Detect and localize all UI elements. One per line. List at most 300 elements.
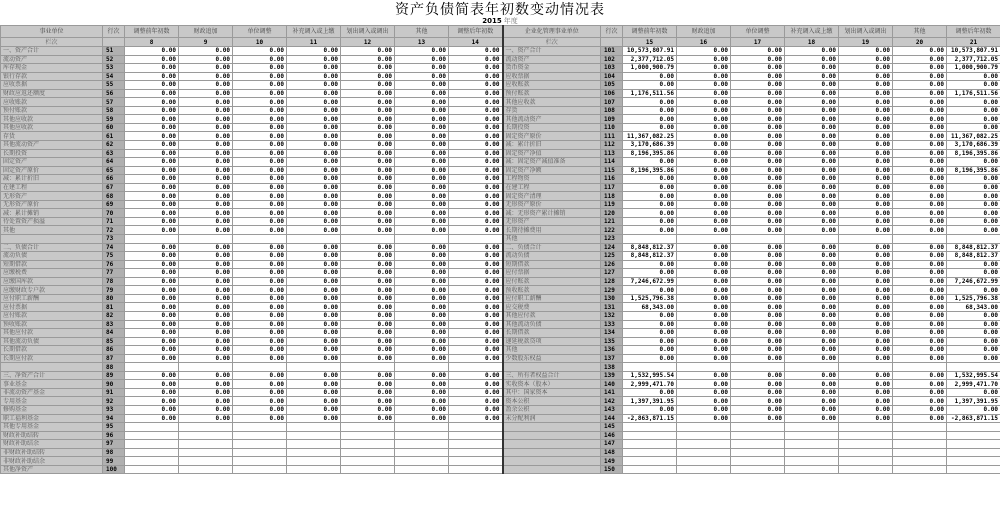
left-value-cell[interactable]: 0.00	[395, 405, 449, 414]
left-value-cell[interactable]: 0.00	[395, 286, 449, 295]
right-value-cell[interactable]: 0.00	[947, 81, 1000, 90]
column-number-cell[interactable]: 20	[893, 38, 947, 47]
left-value-cell[interactable]: 0.00	[395, 243, 449, 252]
left-value-cell[interactable]: 0.00	[287, 380, 341, 389]
right-value-cell[interactable]: 0.00	[893, 286, 947, 295]
right-item-cell[interactable]: 少数股东权益	[503, 354, 601, 363]
right-value-cell[interactable]: 0.00	[677, 47, 731, 56]
left-value-cell[interactable]	[341, 423, 395, 432]
left-value-cell[interactable]	[395, 423, 449, 432]
left-item-cell[interactable]: 固定资产原价	[1, 166, 103, 175]
left-value-cell[interactable]: 0.00	[125, 89, 179, 98]
right-value-cell[interactable]: 0.00	[731, 371, 785, 380]
left-value-cell[interactable]: 0.00	[341, 141, 395, 150]
right-value-cell[interactable]: 0.00	[785, 183, 839, 192]
right-value-cell[interactable]: 0.00	[893, 132, 947, 141]
right-value-cell[interactable]: 0.00	[731, 337, 785, 346]
right-value-cell[interactable]: 0.00	[623, 260, 677, 269]
left-value-cell[interactable]: 0.00	[341, 311, 395, 320]
left-value-cell[interactable]: 0.00	[179, 388, 233, 397]
right-value-cell[interactable]: 8,196,395.86	[623, 149, 677, 158]
left-value-cell[interactable]	[125, 423, 179, 432]
right-line-no-cell[interactable]: 116	[601, 175, 623, 184]
header-cell[interactable]: 调整前年初数	[125, 26, 179, 38]
right-value-cell[interactable]	[947, 440, 1000, 449]
left-value-cell[interactable]: 0.00	[125, 226, 179, 235]
right-value-cell[interactable]: 0.00	[785, 311, 839, 320]
right-value-cell[interactable]	[839, 457, 893, 466]
right-value-cell[interactable]: 0.00	[947, 175, 1000, 184]
right-value-cell[interactable]: 10,573,807.91	[947, 47, 1000, 56]
right-value-cell[interactable]: 0.00	[839, 115, 893, 124]
right-item-cell[interactable]	[503, 423, 601, 432]
left-value-cell[interactable]: 0.00	[287, 414, 341, 423]
left-value-cell[interactable]: 0.00	[125, 115, 179, 124]
right-value-cell[interactable]: 0.00	[839, 55, 893, 64]
right-value-cell[interactable]: 0.00	[731, 405, 785, 414]
left-value-cell[interactable]: 0.00	[341, 260, 395, 269]
right-value-cell[interactable]: 0.00	[785, 55, 839, 64]
left-value-cell[interactable]	[395, 448, 449, 457]
left-line-no-cell[interactable]: 57	[103, 98, 125, 107]
right-value-cell[interactable]: 0.00	[731, 98, 785, 107]
right-item-cell[interactable]	[503, 465, 601, 474]
right-value-cell[interactable]: 0.00	[677, 192, 731, 201]
right-value-cell[interactable]	[893, 235, 947, 244]
right-line-no-cell[interactable]: 127	[601, 269, 623, 278]
right-value-cell[interactable]: 0.00	[893, 217, 947, 226]
column-number-cell[interactable]: 15	[623, 38, 677, 47]
right-value-cell[interactable]: 0.00	[731, 380, 785, 389]
left-value-cell[interactable]: 0.00	[179, 98, 233, 107]
right-item-cell[interactable]: 在建工程	[503, 183, 601, 192]
right-value-cell[interactable]: 0.00	[893, 89, 947, 98]
right-value-cell[interactable]	[731, 448, 785, 457]
left-line-no-cell[interactable]: 79	[103, 286, 125, 295]
right-item-cell[interactable]: 其他应收款	[503, 98, 601, 107]
left-value-cell[interactable]: 0.00	[341, 346, 395, 355]
left-line-no-cell[interactable]: 82	[103, 311, 125, 320]
left-line-no-cell[interactable]: 81	[103, 303, 125, 312]
right-line-no-cell[interactable]: 142	[601, 397, 623, 406]
left-value-cell[interactable]: 0.00	[179, 329, 233, 338]
left-value-cell[interactable]: 0.00	[341, 371, 395, 380]
right-value-cell[interactable]: -2,863,871.15	[947, 414, 1000, 423]
right-value-cell[interactable]: 0.00	[893, 123, 947, 132]
right-line-no-cell[interactable]: 122	[601, 226, 623, 235]
left-value-cell[interactable]: 0.00	[125, 286, 179, 295]
right-line-no-cell[interactable]: 146	[601, 431, 623, 440]
right-value-cell[interactable]: 0.00	[947, 200, 1000, 209]
right-value-cell[interactable]: 0.00	[731, 209, 785, 218]
right-line-no-cell[interactable]: 139	[601, 371, 623, 380]
left-line-no-cell[interactable]: 56	[103, 89, 125, 98]
left-value-cell[interactable]	[233, 235, 287, 244]
left-value-cell[interactable]	[287, 440, 341, 449]
right-line-no-cell[interactable]: 112	[601, 141, 623, 150]
right-value-cell[interactable]: 0.00	[893, 141, 947, 150]
right-value-cell[interactable]: 0.00	[731, 158, 785, 167]
right-value-cell[interactable]: 0.00	[947, 72, 1000, 81]
left-value-cell[interactable]: 0.00	[179, 183, 233, 192]
right-value-cell[interactable]: 8,196,395.86	[623, 166, 677, 175]
right-value-cell[interactable]	[947, 235, 1000, 244]
right-item-cell[interactable]: 无形资产	[503, 217, 601, 226]
right-value-cell[interactable]: 0.00	[839, 294, 893, 303]
left-line-no-cell[interactable]: 80	[103, 294, 125, 303]
left-value-cell[interactable]	[125, 448, 179, 457]
right-line-no-cell[interactable]: 144	[601, 414, 623, 423]
right-value-cell[interactable]: 0.00	[785, 64, 839, 73]
right-value-cell[interactable]: 2,377,712.05	[947, 55, 1000, 64]
column-number-cell[interactable]: 11	[287, 38, 341, 47]
left-value-cell[interactable]: 0.00	[395, 115, 449, 124]
left-value-cell[interactable]: 0.00	[125, 397, 179, 406]
left-item-cell[interactable]: 其他流动负债	[1, 337, 103, 346]
right-value-cell[interactable]	[623, 363, 677, 372]
left-value-cell[interactable]: 0.00	[125, 354, 179, 363]
left-value-cell[interactable]: 0.00	[287, 98, 341, 107]
right-line-no-cell[interactable]: 106	[601, 89, 623, 98]
right-value-cell[interactable]: 0.00	[623, 269, 677, 278]
left-value-cell[interactable]: 0.00	[395, 183, 449, 192]
right-value-cell[interactable]	[839, 465, 893, 474]
right-value-cell[interactable]: 0.00	[677, 166, 731, 175]
right-value-cell[interactable]: 0.00	[731, 320, 785, 329]
left-value-cell[interactable]: 0.00	[287, 346, 341, 355]
left-value-cell[interactable]: 0.00	[233, 380, 287, 389]
left-value-cell[interactable]: 0.00	[341, 132, 395, 141]
left-value-cell[interactable]: 0.00	[233, 72, 287, 81]
left-value-cell[interactable]: 0.00	[125, 55, 179, 64]
right-line-no-cell[interactable]: 124	[601, 243, 623, 252]
right-item-cell[interactable]: 应付票据	[503, 269, 601, 278]
right-value-cell[interactable]	[839, 363, 893, 372]
right-value-cell[interactable]	[623, 457, 677, 466]
left-value-cell[interactable]	[287, 431, 341, 440]
right-value-cell[interactable]: 0.00	[893, 269, 947, 278]
right-value-cell[interactable]: 0.00	[785, 98, 839, 107]
right-line-no-cell[interactable]: 117	[601, 183, 623, 192]
right-line-no-cell[interactable]: 145	[601, 423, 623, 432]
right-item-cell[interactable]: 存货	[503, 106, 601, 115]
left-value-cell[interactable]: 0.00	[449, 260, 503, 269]
right-value-cell[interactable]: 0.00	[623, 98, 677, 107]
right-value-cell[interactable]: 0.00	[893, 354, 947, 363]
right-value-cell[interactable]: 0.00	[677, 397, 731, 406]
right-value-cell[interactable]: 0.00	[785, 115, 839, 124]
left-value-cell[interactable]	[233, 457, 287, 466]
left-value-cell[interactable]: 0.00	[179, 149, 233, 158]
right-value-cell[interactable]	[893, 457, 947, 466]
right-value-cell[interactable]: 8,848,812.37	[623, 243, 677, 252]
left-value-cell[interactable]	[449, 465, 503, 474]
left-value-cell[interactable]: 0.00	[233, 106, 287, 115]
right-item-cell[interactable]: 长期投资	[503, 123, 601, 132]
left-value-cell[interactable]: 0.00	[125, 337, 179, 346]
left-value-cell[interactable]: 0.00	[179, 123, 233, 132]
right-value-cell[interactable]: 0.00	[623, 115, 677, 124]
right-value-cell[interactable]: 0.00	[839, 47, 893, 56]
right-item-cell[interactable]: 实收资本（股本）	[503, 380, 601, 389]
right-value-cell[interactable]	[785, 448, 839, 457]
left-value-cell[interactable]: 0.00	[233, 217, 287, 226]
right-item-cell[interactable]: 长期借款	[503, 329, 601, 338]
left-value-cell[interactable]: 0.00	[287, 158, 341, 167]
left-value-cell[interactable]: 0.00	[449, 311, 503, 320]
left-value-cell[interactable]	[233, 423, 287, 432]
left-value-cell[interactable]: 0.00	[449, 337, 503, 346]
left-value-cell[interactable]: 0.00	[287, 405, 341, 414]
left-value-cell[interactable]: 0.00	[449, 252, 503, 261]
left-value-cell[interactable]: 0.00	[179, 192, 233, 201]
right-value-cell[interactable]	[731, 235, 785, 244]
header-cell[interactable]: 补充调入或上缴	[287, 26, 341, 38]
left-value-cell[interactable]: 0.00	[125, 217, 179, 226]
right-value-cell[interactable]: 8,196,395.86	[947, 149, 1000, 158]
left-value-cell[interactable]: 0.00	[449, 320, 503, 329]
left-value-cell[interactable]: 0.00	[179, 286, 233, 295]
left-value-cell[interactable]: 0.00	[449, 209, 503, 218]
left-line-no-cell[interactable]: 64	[103, 158, 125, 167]
left-line-no-cell[interactable]: 74	[103, 243, 125, 252]
right-value-cell[interactable]: 1,176,511.56	[947, 89, 1000, 98]
right-value-cell[interactable]: 0.00	[785, 371, 839, 380]
left-value-cell[interactable]: 0.00	[395, 303, 449, 312]
right-value-cell[interactable]	[893, 423, 947, 432]
left-value-cell[interactable]: 0.00	[449, 175, 503, 184]
left-item-cell[interactable]: 应付账款	[1, 311, 103, 320]
left-value-cell[interactable]: 0.00	[449, 141, 503, 150]
right-value-cell[interactable]: 0.00	[839, 81, 893, 90]
left-value-cell[interactable]: 0.00	[179, 405, 233, 414]
left-value-cell[interactable]	[125, 431, 179, 440]
left-line-no-cell[interactable]: 55	[103, 81, 125, 90]
right-value-cell[interactable]	[731, 423, 785, 432]
left-value-cell[interactable]	[341, 448, 395, 457]
right-value-cell[interactable]: 0.00	[893, 98, 947, 107]
right-value-cell[interactable]: 0.00	[947, 388, 1000, 397]
right-line-no-cell[interactable]: 119	[601, 200, 623, 209]
right-value-cell[interactable]: 0.00	[785, 354, 839, 363]
right-value-cell[interactable]: 0.00	[677, 380, 731, 389]
left-value-cell[interactable]: 0.00	[395, 47, 449, 56]
left-item-cell[interactable]: 应收票据	[1, 81, 103, 90]
left-value-cell[interactable]: 0.00	[233, 354, 287, 363]
left-value-cell[interactable]	[341, 431, 395, 440]
left-value-cell[interactable]: 0.00	[341, 158, 395, 167]
left-value-cell[interactable]: 0.00	[179, 354, 233, 363]
left-item-cell[interactable]: 在建工程	[1, 183, 103, 192]
right-value-cell[interactable]: 0.00	[623, 175, 677, 184]
left-value-cell[interactable]: 0.00	[233, 320, 287, 329]
left-value-cell[interactable]: 0.00	[125, 380, 179, 389]
left-value-cell[interactable]	[449, 457, 503, 466]
right-value-cell[interactable]: 0.00	[947, 311, 1000, 320]
right-value-cell[interactable]: 0.00	[623, 320, 677, 329]
left-value-cell[interactable]: 0.00	[287, 141, 341, 150]
left-value-cell[interactable]: 0.00	[179, 346, 233, 355]
left-item-cell[interactable]: 存货	[1, 132, 103, 141]
left-line-no-cell[interactable]: 100	[103, 465, 125, 474]
left-item-cell[interactable]: 非财政补助结转	[1, 448, 103, 457]
right-value-cell[interactable]: 0.00	[785, 243, 839, 252]
right-value-cell[interactable]: 0.00	[731, 269, 785, 278]
right-value-cell[interactable]: 0.00	[893, 175, 947, 184]
left-value-cell[interactable]	[449, 423, 503, 432]
left-value-cell[interactable]: 0.00	[395, 217, 449, 226]
right-value-cell[interactable]: 8,196,395.86	[947, 166, 1000, 175]
right-value-cell[interactable]: 0.00	[839, 226, 893, 235]
right-value-cell[interactable]: 1,525,796.38	[947, 294, 1000, 303]
right-value-cell[interactable]: 0.00	[677, 183, 731, 192]
right-value-cell[interactable]: 0.00	[731, 303, 785, 312]
left-line-no-cell[interactable]: 62	[103, 141, 125, 150]
right-value-cell[interactable]: 68,343.00	[623, 303, 677, 312]
right-value-cell[interactable]: 0.00	[947, 226, 1000, 235]
right-line-no-cell[interactable]: 113	[601, 149, 623, 158]
right-value-cell[interactable]: 0.00	[785, 329, 839, 338]
left-line-no-cell[interactable]: 98	[103, 448, 125, 457]
left-item-cell[interactable]: 其他应收款	[1, 123, 103, 132]
right-item-cell[interactable]: 其他应付款	[503, 311, 601, 320]
left-value-cell[interactable]: 0.00	[395, 55, 449, 64]
left-value-cell[interactable]: 0.00	[125, 123, 179, 132]
right-value-cell[interactable]: 1,532,995.54	[947, 371, 1000, 380]
right-value-cell[interactable]: 0.00	[839, 371, 893, 380]
left-value-cell[interactable]: 0.00	[341, 106, 395, 115]
right-value-cell[interactable]: 0.00	[677, 175, 731, 184]
right-value-cell[interactable]: 0.00	[839, 337, 893, 346]
right-value-cell[interactable]: 0.00	[731, 89, 785, 98]
left-value-cell[interactable]: 0.00	[233, 149, 287, 158]
left-value-cell[interactable]: 0.00	[395, 89, 449, 98]
right-item-cell[interactable]: 长期待摊费用	[503, 226, 601, 235]
right-value-cell[interactable]: 3,170,686.39	[623, 141, 677, 150]
left-line-no-cell[interactable]: 70	[103, 209, 125, 218]
left-value-cell[interactable]: 0.00	[179, 226, 233, 235]
right-item-cell[interactable]: 二、负债合计	[503, 243, 601, 252]
column-number-cell[interactable]: 12	[341, 38, 395, 47]
header-cell[interactable]: 调整后年初数	[947, 26, 1000, 38]
left-value-cell[interactable]: 0.00	[179, 414, 233, 423]
right-value-cell[interactable]	[623, 440, 677, 449]
right-value-cell[interactable]: 0.00	[623, 183, 677, 192]
left-value-cell[interactable]: 0.00	[341, 397, 395, 406]
left-value-cell[interactable]: 0.00	[287, 132, 341, 141]
right-value-cell[interactable]: 0.00	[893, 414, 947, 423]
right-value-cell[interactable]: 0.00	[893, 311, 947, 320]
right-value-cell[interactable]: 0.00	[893, 260, 947, 269]
right-value-cell[interactable]: 0.00	[677, 269, 731, 278]
right-line-no-cell[interactable]: 107	[601, 98, 623, 107]
right-line-no-cell[interactable]: 148	[601, 448, 623, 457]
left-value-cell[interactable]: 0.00	[395, 354, 449, 363]
right-value-cell[interactable]	[893, 465, 947, 474]
left-value-cell[interactable]: 0.00	[233, 64, 287, 73]
left-value-cell[interactable]	[287, 465, 341, 474]
right-line-no-cell[interactable]: 136	[601, 346, 623, 355]
left-line-no-cell[interactable]: 66	[103, 175, 125, 184]
left-value-cell[interactable]: 0.00	[233, 371, 287, 380]
right-value-cell[interactable]	[623, 423, 677, 432]
left-item-cell[interactable]: 减：累计摊销	[1, 209, 103, 218]
left-value-cell[interactable]	[125, 465, 179, 474]
left-item-cell[interactable]: 预付账款	[1, 106, 103, 115]
left-value-cell[interactable]: 0.00	[179, 252, 233, 261]
right-line-no-cell[interactable]: 128	[601, 277, 623, 286]
left-value-cell[interactable]	[395, 431, 449, 440]
left-value-cell[interactable]: 0.00	[449, 243, 503, 252]
left-value-cell[interactable]: 0.00	[179, 269, 233, 278]
left-value-cell[interactable]: 0.00	[287, 371, 341, 380]
right-value-cell[interactable]: 0.00	[731, 115, 785, 124]
right-value-cell[interactable]: 0.00	[677, 414, 731, 423]
right-value-cell[interactable]: 0.00	[731, 397, 785, 406]
left-value-cell[interactable]: 0.00	[125, 209, 179, 218]
left-value-cell[interactable]: 0.00	[233, 269, 287, 278]
left-line-no-cell[interactable]: 60	[103, 123, 125, 132]
left-value-cell[interactable]	[341, 363, 395, 372]
left-value-cell[interactable]: 0.00	[125, 320, 179, 329]
left-value-cell[interactable]: 0.00	[179, 175, 233, 184]
right-item-cell[interactable]: 盈余公积	[503, 405, 601, 414]
left-value-cell[interactable]: 0.00	[179, 320, 233, 329]
right-value-cell[interactable]: 0.00	[785, 405, 839, 414]
header-cell[interactable]: 调整前年初数	[623, 26, 677, 38]
right-value-cell[interactable]: 0.00	[893, 192, 947, 201]
left-value-cell[interactable]: 0.00	[125, 414, 179, 423]
left-value-cell[interactable]: 0.00	[179, 72, 233, 81]
right-value-cell[interactable]	[785, 423, 839, 432]
left-value-cell[interactable]: 0.00	[395, 200, 449, 209]
right-item-cell[interactable]: 三、所有者权益合计	[503, 371, 601, 380]
left-value-cell[interactable]: 0.00	[287, 72, 341, 81]
left-value-cell[interactable]	[341, 457, 395, 466]
left-value-cell[interactable]	[449, 431, 503, 440]
left-line-no-cell[interactable]: 52	[103, 55, 125, 64]
right-item-cell[interactable]: 递延税款贷项	[503, 337, 601, 346]
left-line-no-cell[interactable]: 69	[103, 200, 125, 209]
left-value-cell[interactable]: 0.00	[449, 55, 503, 64]
right-value-cell[interactable]: 0.00	[731, 47, 785, 56]
left-value-cell[interactable]: 0.00	[449, 81, 503, 90]
left-value-cell[interactable]: 0.00	[179, 209, 233, 218]
left-value-cell[interactable]: 0.00	[233, 98, 287, 107]
left-value-cell[interactable]: 0.00	[125, 388, 179, 397]
left-value-cell[interactable]	[287, 457, 341, 466]
right-value-cell[interactable]: 0.00	[623, 72, 677, 81]
right-value-cell[interactable]: 0.00	[731, 72, 785, 81]
left-value-cell[interactable]: 0.00	[233, 277, 287, 286]
left-value-cell[interactable]: 0.00	[125, 81, 179, 90]
left-value-cell[interactable]: 0.00	[233, 132, 287, 141]
right-value-cell[interactable]: 0.00	[947, 158, 1000, 167]
left-value-cell[interactable]: 0.00	[287, 354, 341, 363]
right-value-cell[interactable]: 8,848,812.37	[947, 243, 1000, 252]
left-line-no-cell[interactable]: 67	[103, 183, 125, 192]
right-value-cell[interactable]: 0.00	[839, 405, 893, 414]
left-value-cell[interactable]: 0.00	[449, 64, 503, 73]
left-item-cell[interactable]: 一、资产合计	[1, 47, 103, 56]
right-item-cell[interactable]: 预付账款	[503, 89, 601, 98]
left-value-cell[interactable]	[233, 431, 287, 440]
right-value-cell[interactable]: 0.00	[677, 81, 731, 90]
right-value-cell[interactable]: 0.00	[731, 132, 785, 141]
left-value-cell[interactable]: 0.00	[287, 106, 341, 115]
right-value-cell[interactable]: 0.00	[785, 209, 839, 218]
left-value-cell[interactable]: 0.00	[125, 260, 179, 269]
